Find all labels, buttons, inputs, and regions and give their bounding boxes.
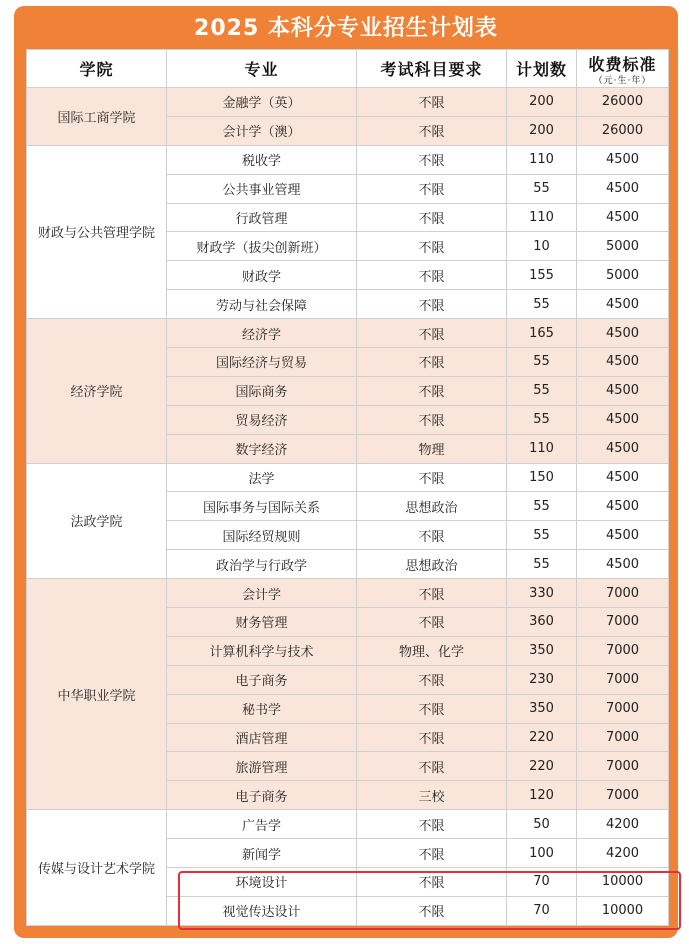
major-cell: 视觉传达设计 xyxy=(167,896,357,925)
header-fee xyxy=(577,50,669,88)
major-cell: 数字经济 xyxy=(167,434,357,463)
subjects-cell: 不限 xyxy=(357,290,507,319)
subjects-cell: 思想政治 xyxy=(357,550,507,579)
major-cell: 广告学 xyxy=(167,810,357,839)
college-cell: 传媒与设计艺术学院 xyxy=(27,810,167,926)
major-cell: 国际商务 xyxy=(167,376,357,405)
fee-cell: 4500 xyxy=(577,174,669,203)
college-cell: 中华职业学院 xyxy=(27,579,167,810)
enrollment-plan-table xyxy=(26,49,669,926)
subjects-cell: 物理 xyxy=(357,434,507,463)
plan-cell: 70 xyxy=(507,868,577,897)
major-cell: 贸易经济 xyxy=(167,405,357,434)
fee-cell: 4500 xyxy=(577,145,669,174)
subjects-cell: 不限 xyxy=(357,174,507,203)
plan-cell: 70 xyxy=(507,896,577,925)
college-cell: 法政学院 xyxy=(27,463,167,579)
major-cell: 国际经济与贸易 xyxy=(167,348,357,377)
subjects-cell: 不限 xyxy=(357,608,507,637)
major-cell: 劳动与社会保障 xyxy=(167,290,357,319)
subjects-cell: 三校 xyxy=(357,781,507,810)
subjects-cell: 不限 xyxy=(357,463,507,492)
table-row xyxy=(27,579,669,608)
major-cell: 会计学 xyxy=(167,579,357,608)
plan-cell: 200 xyxy=(507,116,577,145)
fee-cell: 4500 xyxy=(577,405,669,434)
header-fee-unit: （元·生·年） xyxy=(593,75,652,86)
major-cell: 经济学 xyxy=(167,319,357,348)
plan-cell: 55 xyxy=(507,174,577,203)
plan-cell: 330 xyxy=(507,579,577,608)
plan-cell: 110 xyxy=(507,203,577,232)
plan-cell: 55 xyxy=(507,348,577,377)
table-row xyxy=(27,463,669,492)
major-cell: 计算机科学与技术 xyxy=(167,636,357,665)
major-cell: 电子商务 xyxy=(167,781,357,810)
fee-cell: 4500 xyxy=(577,348,669,377)
table-header-row xyxy=(27,50,669,88)
header-plan: 计划数 xyxy=(507,50,577,88)
fee-cell: 7000 xyxy=(577,579,669,608)
fee-cell: 5000 xyxy=(577,261,669,290)
subjects-cell: 不限 xyxy=(357,405,507,434)
table-row xyxy=(27,319,669,348)
major-cell: 电子商务 xyxy=(167,665,357,694)
fee-cell: 4500 xyxy=(577,376,669,405)
plan-cell: 100 xyxy=(507,839,577,868)
plan-cell: 230 xyxy=(507,665,577,694)
plan-cell: 55 xyxy=(507,376,577,405)
fee-cell: 4500 xyxy=(577,434,669,463)
subjects-cell: 不限 xyxy=(357,261,507,290)
major-cell: 新闻学 xyxy=(167,839,357,868)
fee-cell: 4500 xyxy=(577,463,669,492)
fee-cell: 7000 xyxy=(577,665,669,694)
plan-cell: 110 xyxy=(507,145,577,174)
fee-cell: 7000 xyxy=(577,636,669,665)
fee-cell: 4200 xyxy=(577,810,669,839)
plan-cell: 55 xyxy=(507,550,577,579)
fee-cell: 7000 xyxy=(577,752,669,781)
plan-cell: 50 xyxy=(507,810,577,839)
header-fee-label: 收费标准 xyxy=(588,54,657,74)
major-cell: 财政学 xyxy=(167,261,357,290)
major-cell: 金融学（英） xyxy=(167,88,357,117)
plan-cell: 200 xyxy=(507,88,577,117)
subjects-cell: 不限 xyxy=(357,868,507,897)
plan-cell: 150 xyxy=(507,463,577,492)
fee-cell: 7000 xyxy=(577,608,669,637)
fee-cell: 7000 xyxy=(577,723,669,752)
major-cell: 财务管理 xyxy=(167,608,357,637)
college-cell: 国际工商学院 xyxy=(27,88,167,146)
fee-cell: 26000 xyxy=(577,116,669,145)
plan-cell: 360 xyxy=(507,608,577,637)
subjects-cell: 不限 xyxy=(357,810,507,839)
table-row xyxy=(27,145,669,174)
fee-cell: 7000 xyxy=(577,694,669,723)
header-major: 专业 xyxy=(167,50,357,88)
subjects-cell: 不限 xyxy=(357,694,507,723)
major-cell: 行政管理 xyxy=(167,203,357,232)
subjects-cell: 不限 xyxy=(357,319,507,348)
college-cell: 财政与公共管理学院 xyxy=(27,145,167,318)
major-cell: 法学 xyxy=(167,463,357,492)
table-row xyxy=(27,810,669,839)
fee-cell: 5000 xyxy=(577,232,669,261)
subjects-cell: 思想政治 xyxy=(357,492,507,521)
table-row xyxy=(27,88,669,117)
fee-cell: 10000 xyxy=(577,896,669,925)
plan-cell: 155 xyxy=(507,261,577,290)
major-cell: 财政学（拔尖创新班） xyxy=(167,232,357,261)
fee-cell: 4500 xyxy=(577,550,669,579)
plan-cell: 55 xyxy=(507,405,577,434)
plan-cell: 55 xyxy=(507,492,577,521)
plan-cell: 350 xyxy=(507,694,577,723)
major-cell: 税收学 xyxy=(167,145,357,174)
subjects-cell: 不限 xyxy=(357,203,507,232)
subjects-cell: 不限 xyxy=(357,896,507,925)
plan-cell: 220 xyxy=(507,752,577,781)
major-cell: 秘书学 xyxy=(167,694,357,723)
subjects-cell: 不限 xyxy=(357,723,507,752)
fee-cell: 7000 xyxy=(577,781,669,810)
plan-cell: 110 xyxy=(507,434,577,463)
major-cell: 环境设计 xyxy=(167,868,357,897)
subjects-cell: 不限 xyxy=(357,665,507,694)
plan-cell: 350 xyxy=(507,636,577,665)
header-college: 学院 xyxy=(27,50,167,88)
subjects-cell: 不限 xyxy=(357,232,507,261)
major-cell: 公共事业管理 xyxy=(167,174,357,203)
plan-cell: 10 xyxy=(507,232,577,261)
plan-cell: 55 xyxy=(507,521,577,550)
subjects-cell: 不限 xyxy=(357,88,507,117)
page-title: 2025 本科分专业招生计划表 xyxy=(194,16,498,41)
major-cell: 国际事务与国际关系 xyxy=(167,492,357,521)
subjects-cell: 不限 xyxy=(357,376,507,405)
plan-cell: 120 xyxy=(507,781,577,810)
major-cell: 会计学（澳） xyxy=(167,116,357,145)
plan-cell: 220 xyxy=(507,723,577,752)
fee-cell: 4500 xyxy=(577,492,669,521)
subjects-cell: 不限 xyxy=(357,348,507,377)
subjects-cell: 不限 xyxy=(357,145,507,174)
fee-cell: 4500 xyxy=(577,290,669,319)
fee-cell: 26000 xyxy=(577,88,669,117)
subjects-cell: 物理、化学 xyxy=(357,636,507,665)
major-cell: 旅游管理 xyxy=(167,752,357,781)
header-subjects: 考试科目要求 xyxy=(357,50,507,88)
subjects-cell: 不限 xyxy=(357,839,507,868)
plan-cell: 55 xyxy=(507,290,577,319)
major-cell: 酒店管理 xyxy=(167,723,357,752)
fee-cell: 4500 xyxy=(577,203,669,232)
fee-cell: 4500 xyxy=(577,319,669,348)
plan-cell: 165 xyxy=(507,319,577,348)
table-body xyxy=(27,88,669,926)
fee-cell: 4500 xyxy=(577,521,669,550)
subjects-cell: 不限 xyxy=(357,752,507,781)
fee-cell: 4200 xyxy=(577,839,669,868)
subjects-cell: 不限 xyxy=(357,579,507,608)
subjects-cell: 不限 xyxy=(357,521,507,550)
plan-table-card xyxy=(14,6,678,938)
subjects-cell: 不限 xyxy=(357,116,507,145)
college-cell: 经济学院 xyxy=(27,319,167,463)
major-cell: 国际经贸规则 xyxy=(167,521,357,550)
major-cell: 政治学与行政学 xyxy=(167,550,357,579)
fee-cell: 10000 xyxy=(577,868,669,897)
